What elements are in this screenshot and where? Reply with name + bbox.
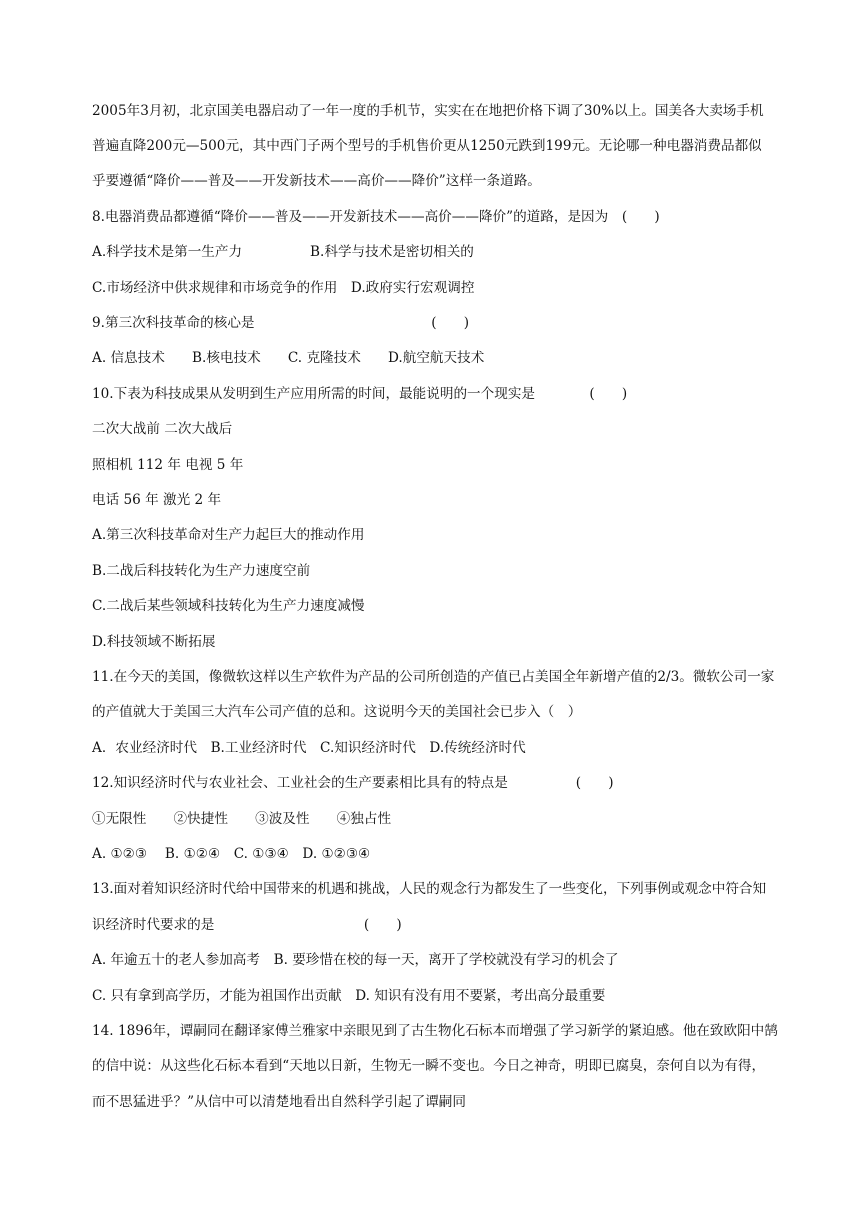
- question-14-stem-cont: 的信中说：从这些化石标本看到“天地以日新，生物无一瞬不变也。今日之神奇，明即已腐臭，奈何自以为有得，: [92, 1058, 766, 1074]
- question-8-options-cd: C.市场经济中供求规律和市场竞争的作用 D.政府实行宏观调控: [92, 280, 475, 296]
- question-12-items: ①无限性 ②快捷性 ③波及性 ④独占性: [92, 811, 392, 827]
- question-11-stem: 11.在今天的美国，像微软这样以生产软件为产品的公司所创造的产值已占美国全年新增产值的2/3。微软公司一家: [92, 669, 775, 685]
- question-12-stem: 12.知识经济时代与农业社会、工业社会的生产要素相比具有的特点是 ( ): [92, 775, 614, 791]
- question-13-options-cd: C. 只有拿到高学历，才能为祖国作出贡献 D. 知识有没有用不要紧，考出高分最重要: [92, 988, 606, 1004]
- question-13-stem: 13.面对着知识经济时代给中国带来的机遇和挑战，人民的观念行为都发生了一些变化，下列事例或观念中符合知: [92, 881, 767, 897]
- question-11-options: A．农业经济时代 B.工业经济时代 C.知识经济时代 D.传统经济时代: [92, 740, 526, 756]
- question-10-option-a: A.第三次科技革命对生产力起巨大的推动作用: [92, 527, 365, 543]
- table-header-line: 二次大战前 二次大战后: [92, 421, 233, 437]
- passage-line: 2005年3月初，北京国美电器启动了一年一度的手机节，实实在在地把价格下调了30%以上。国美各大卖场手机: [92, 103, 764, 119]
- question-8-stem: 8.电器消费品都遵循“降价——普及——开发新技术——高价——降价”的道路，是因为 ( ): [92, 209, 660, 225]
- question-8-options-ab: A.科学技术是第一生产力 B.科学与技术是密切相关的: [92, 244, 474, 260]
- table-row-line: 电话 56 年 激光 2 年: [92, 492, 222, 508]
- question-9-stem: 9.第三次科技革命的核心是 ( ): [92, 315, 470, 331]
- question-14-stem-end: 而不思猛进乎？”从信中可以清楚地看出自然科学引起了谭嗣同: [92, 1094, 466, 1110]
- question-10-option-c: C.二战后某些领域科技转化为生产力速度减慢: [92, 598, 365, 614]
- question-12-options: A. ①②③ B. ①②④ C. ①③④ D. ①②③④: [92, 846, 371, 862]
- question-10-option-b: B.二战后科技转化为生产力速度空前: [92, 563, 311, 579]
- passage-line: 乎要遵循“降价——普及——开发新技术——高价——降价”这样一条道路。: [92, 173, 541, 189]
- question-14-stem: 14. 1896年，谭嗣同在翻译家傅兰雅家中亲眼见到了古生物化石标本而增强了学习新学的紧迫感。他在致欧阳中鹄: [92, 1023, 778, 1039]
- question-10-stem: 10.下表为科技成果从发明到生产应用所需的时间，最能说明的一个现实是 ( ): [92, 386, 628, 402]
- question-9-options: A. 信息技术 B.核电技术 C. 克隆技术 D.航空航天技术: [92, 350, 485, 366]
- passage-line: 普遍直降200元—500元，其中西门子两个型号的手机售价更从1250元跌到199元。无论哪一种电器消费品都似: [92, 138, 762, 154]
- question-10-option-d: D.科技领域不断拓展: [92, 634, 216, 650]
- question-13-options-ab: A. 年逾五十的老人参加高考 B. 要珍惜在校的每一天，离开了学校就没有学习的机会了: [92, 952, 619, 968]
- question-11-stem-cont: 的产值就大于美国三大汽车公司产值的总和。这说明今天的美国社会已步入（ ）: [92, 704, 582, 720]
- question-13-stem-cont: 识经济时代要求的是 ( ): [92, 917, 402, 933]
- table-row-line: 照相机 112 年 电视 5 年: [92, 457, 244, 473]
